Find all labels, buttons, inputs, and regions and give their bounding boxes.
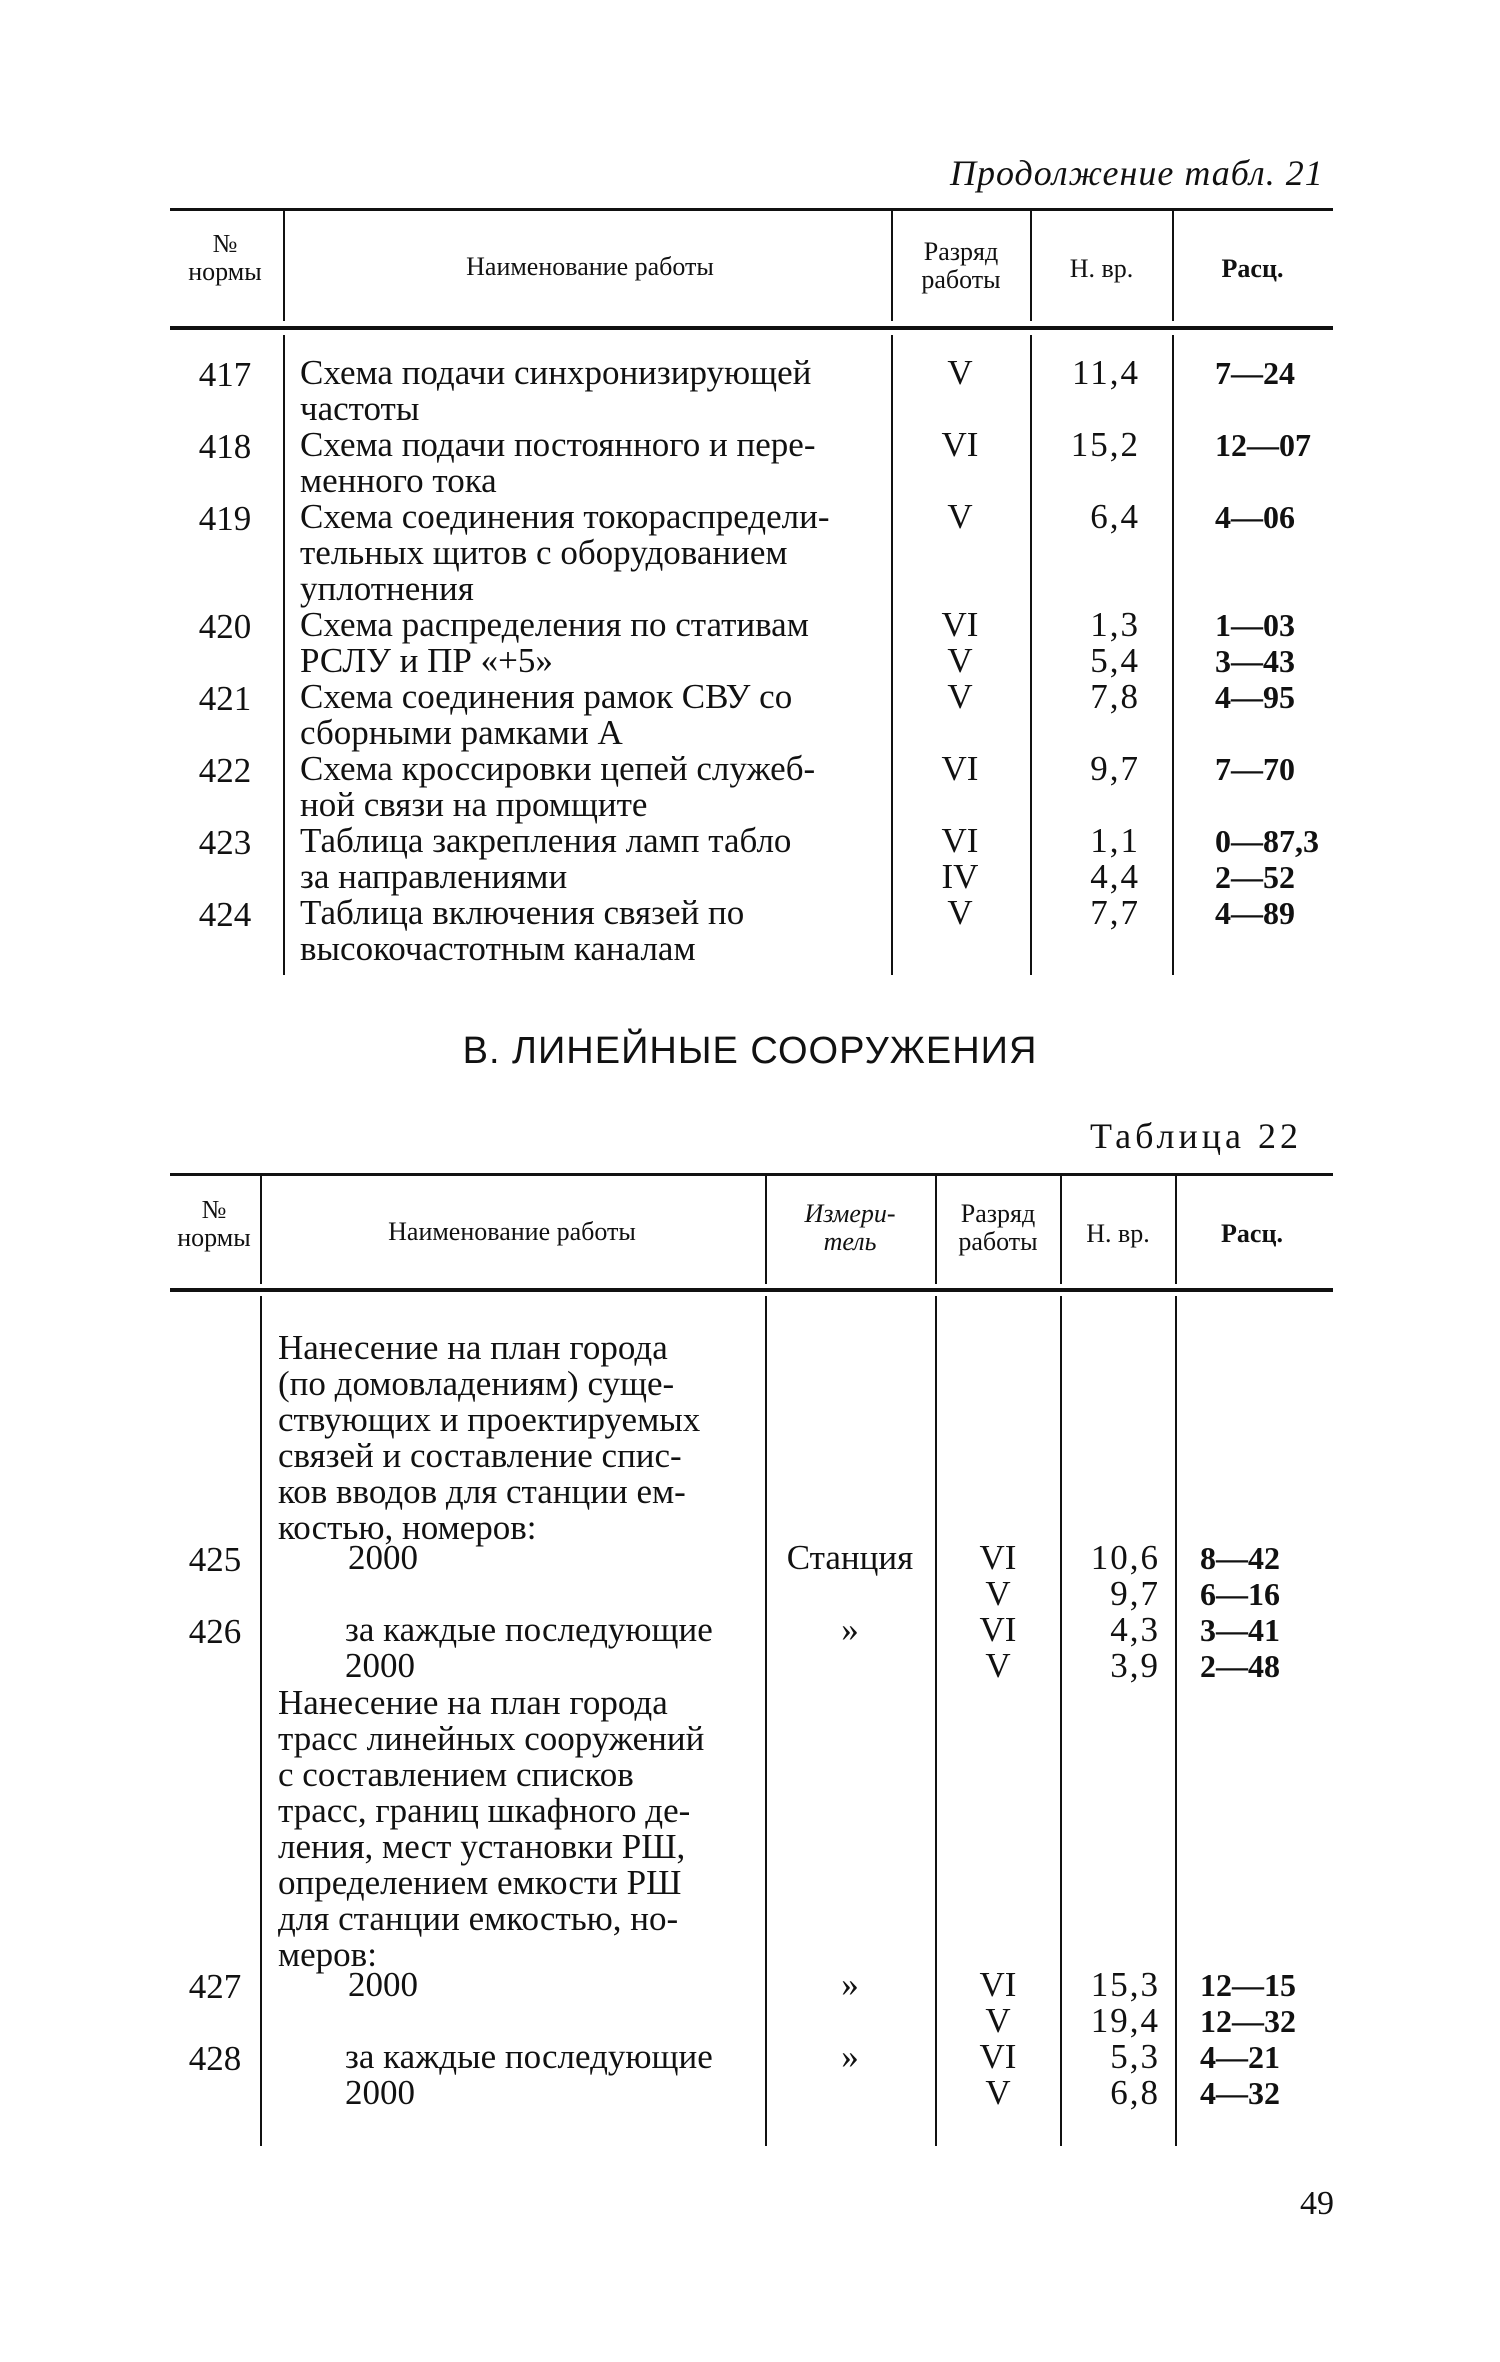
norm-number: 428 <box>188 2039 242 2078</box>
work-grade: VI V <box>979 2037 1017 2112</box>
work-grade: VI V <box>979 1610 1017 1685</box>
work-grade: V <box>947 677 973 716</box>
rate-value: 4—06 <box>1215 499 1295 535</box>
header-work-name-22: Наименование работы <box>388 1217 636 1246</box>
work-name: 2000 <box>348 1965 418 2004</box>
work-name: Таблица включения связей по высокочастотным каналам <box>300 893 745 968</box>
time-norm: 9,7 <box>1090 749 1140 788</box>
norm-number: 417 <box>198 355 252 394</box>
rate-value: 1—03 3—43 <box>1215 607 1295 679</box>
table-22-header-rule <box>170 1288 1333 1292</box>
header-rate-22: Расц. <box>1221 1219 1283 1248</box>
header-time-22: Н. вр. <box>1086 1219 1150 1248</box>
work-name: Таблица закрепления ламп табло за направлениями <box>300 821 792 896</box>
norm-number: 418 <box>198 427 252 466</box>
rate-value: 0—87,3 2—52 <box>1215 823 1319 895</box>
header-work-name: Наименование работы <box>466 252 714 281</box>
work-grade: V <box>947 893 973 932</box>
norm-number: 427 <box>188 1967 242 2006</box>
work-name: Схема подачи постоянного и пере- менного тока <box>300 425 816 500</box>
rate-value: 4—89 <box>1215 895 1295 931</box>
work-name: Схема подачи синхронизирующей частоты <box>300 353 812 428</box>
work-name: за каждые последующие 2000 <box>345 1610 713 1685</box>
work-grade: VI <box>941 425 979 464</box>
norm-number: 422 <box>198 751 252 790</box>
work-name: 2000 <box>348 1538 418 1577</box>
header-norm-no: № нормы <box>188 229 262 286</box>
table-22-caption: Таблица 22 <box>1090 1116 1302 1156</box>
table-21-body-divider <box>891 335 893 975</box>
work-grade: VI V <box>979 1538 1017 1613</box>
table-22-body-divider <box>260 1296 262 2146</box>
time-norm: 5,3 6,8 <box>1110 2037 1160 2112</box>
unit-measure: » <box>841 1965 859 2004</box>
time-norm: 7,7 <box>1090 893 1140 932</box>
rate-value: 12—07 <box>1215 427 1311 463</box>
header-time: Н. вр. <box>1069 254 1134 283</box>
table-21-header-divider <box>891 211 893 321</box>
table-22-intro-1: Нанесение на план города (по домовладениям) суще- ствующих и проектируемых связей и составление спис- ков вводов для станции ем- костью, номеров: <box>278 1328 701 1547</box>
table-21-header-divider <box>1030 211 1032 321</box>
table-22-top-rule <box>170 1173 1333 1176</box>
unit-measure: » <box>841 2037 859 2076</box>
work-grade: VI <box>941 749 979 788</box>
rate-value: 3—41 2—48 <box>1200 1612 1280 1684</box>
work-name: Схема соединения рамок СВУ со сборными рамками А <box>300 677 793 752</box>
norm-number: 421 <box>198 679 252 718</box>
time-norm: 1,1 4,4 <box>1090 821 1140 896</box>
work-grade: VI IV <box>941 821 979 896</box>
rate-value: 4—95 <box>1215 679 1295 715</box>
work-grade: V <box>947 353 973 392</box>
time-norm: 4,3 3,9 <box>1110 1610 1160 1685</box>
work-grade: V <box>947 497 973 536</box>
time-norm: 15,2 <box>1070 425 1140 464</box>
work-name: Схема распределения по стативам РСЛУ и ПР «+5» <box>300 605 809 680</box>
time-norm: 6,4 <box>1090 497 1140 536</box>
work-name: за каждые последующие 2000 <box>345 2037 713 2112</box>
header-rate: Расц. <box>1221 254 1284 283</box>
table-21-header-rule <box>170 326 1333 330</box>
table-22-intro-2: Нанесение на план города трасс линейных сооружений с составлением списков трасс, границ шкафного де- ления, мест установки РШ, определением емкости РШ для станции емкостью, но- меров: <box>278 1683 705 1974</box>
norm-number: 426 <box>188 1612 242 1651</box>
work-name: Схема соединения токораспредели- тельных щитов с оборудованием уплотнения <box>300 497 830 608</box>
work-name: Схема кроссировки цепей служеб- ной связи на промщите <box>300 749 816 824</box>
time-norm: 10,6 9,7 <box>1090 1538 1160 1613</box>
time-norm: 1,3 5,4 <box>1090 605 1140 680</box>
time-norm: 15,3 19,4 <box>1090 1965 1160 2040</box>
work-grade: VI V <box>941 605 979 680</box>
norm-number: 419 <box>198 499 252 538</box>
norm-number: 425 <box>188 1540 242 1579</box>
table-21-header-divider <box>283 211 285 321</box>
rate-value: 12—15 12—32 <box>1200 1967 1296 2039</box>
norm-number: 420 <box>198 607 252 646</box>
header-unit-22: Измери- тель <box>804 1199 896 1256</box>
table-21-body-divider <box>283 335 285 975</box>
rate-value: 4—21 4—32 <box>1200 2039 1280 2111</box>
time-norm: 7,8 <box>1090 677 1140 716</box>
work-grade: VI V <box>979 1965 1017 2040</box>
table-21-body-divider <box>1030 335 1032 975</box>
table-21-top-rule <box>170 208 1333 211</box>
norm-number: 424 <box>198 895 252 934</box>
time-norm: 11,4 <box>1072 353 1140 392</box>
rate-value: 7—24 <box>1215 355 1295 391</box>
table-22-body-divider <box>1175 1296 1177 2146</box>
norm-number: 423 <box>198 823 252 862</box>
rate-value: 8—42 6—16 <box>1200 1540 1280 1612</box>
table-22-body-divider <box>765 1296 767 2146</box>
table-21-header-divider <box>1172 211 1174 321</box>
table-21-body-divider <box>1172 335 1174 975</box>
table-21-caption: Продолжение табл. 21 <box>950 153 1324 193</box>
header-grade: Разряд работы <box>921 237 1001 294</box>
page-number: 49 <box>1300 2185 1334 2222</box>
rate-value: 7—70 <box>1215 751 1295 787</box>
section-title: В. ЛИНЕЙНЫЕ СООРУЖЕНИЯ <box>462 1030 1038 1072</box>
unit-measure: » <box>841 1610 859 1649</box>
header-grade-22: Разряд работы <box>958 1199 1038 1256</box>
unit-measure: Станция <box>786 1538 914 1577</box>
header-norm-no-22: № нормы <box>177 1195 251 1252</box>
